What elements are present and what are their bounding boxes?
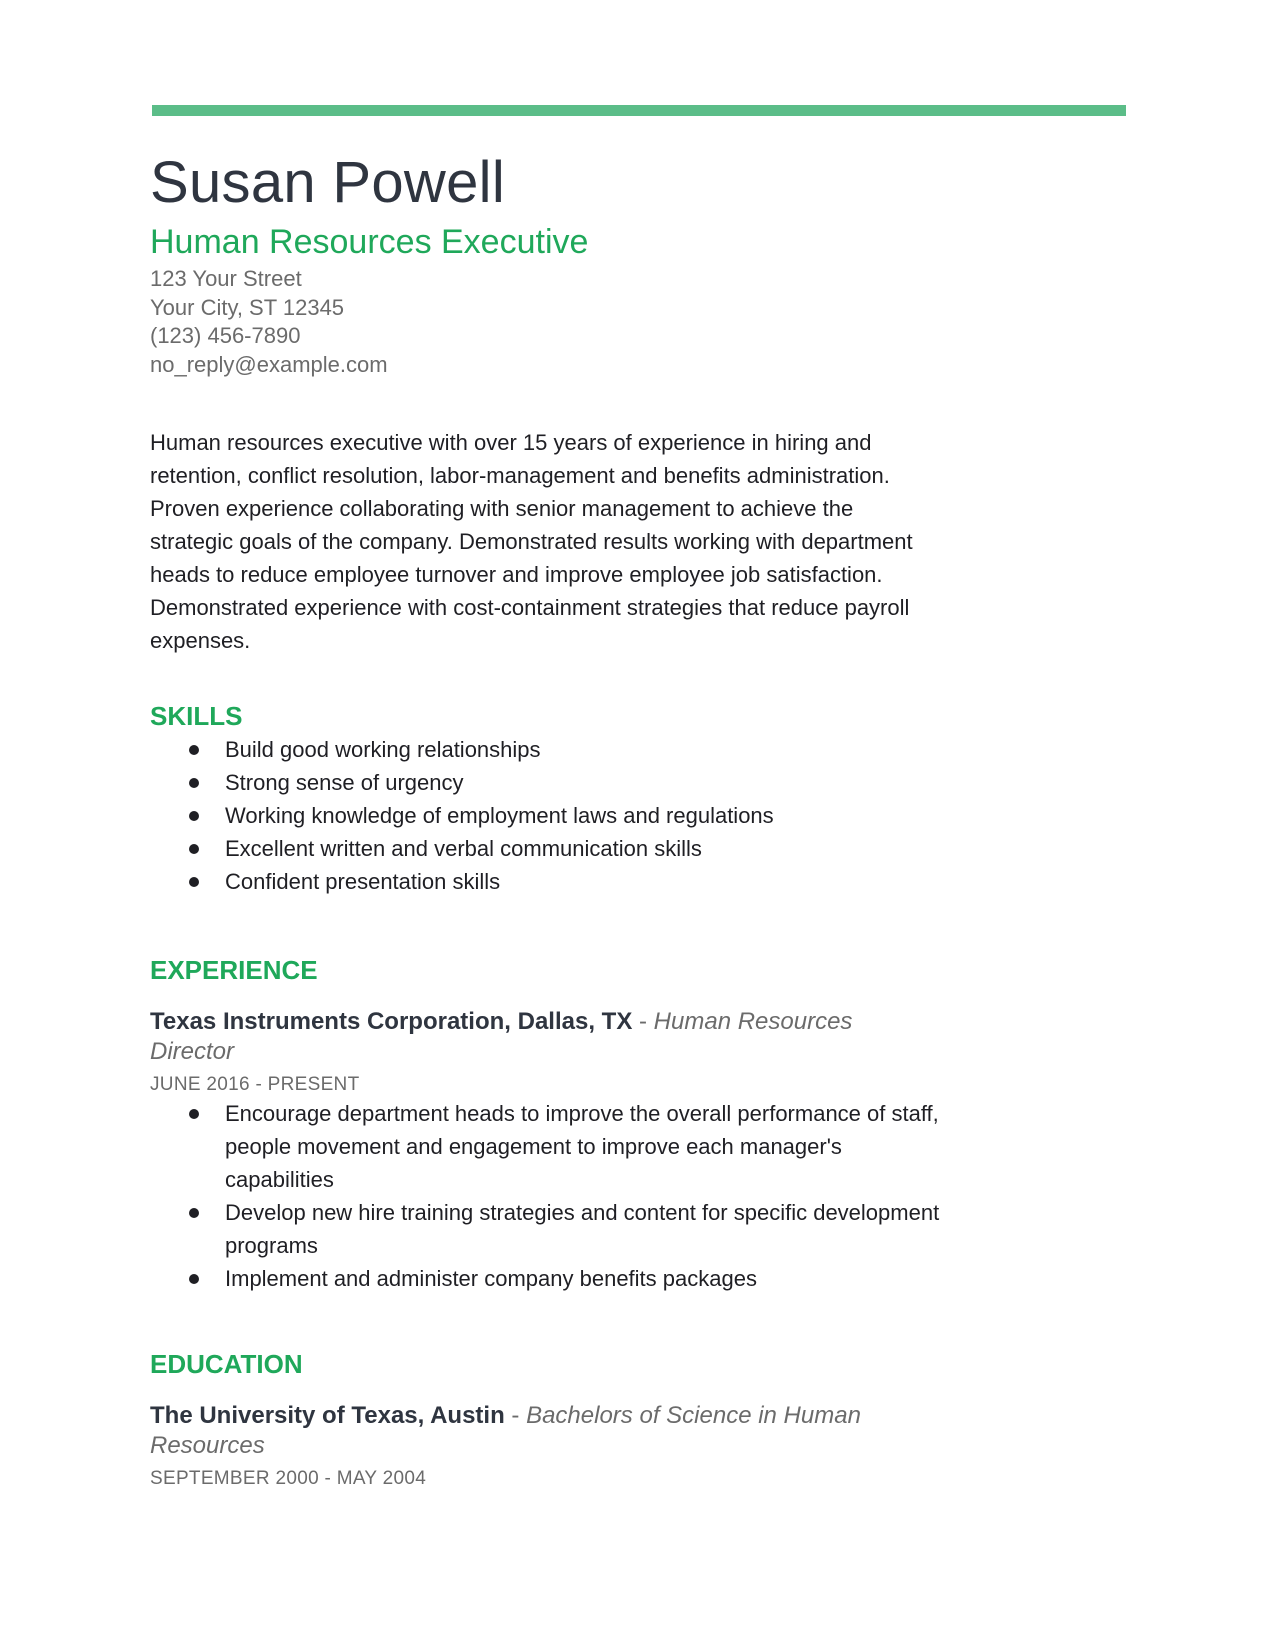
email-address: no_reply@example.com <box>150 351 388 377</box>
education-separator: - <box>504 1402 527 1429</box>
bullet-icon <box>189 877 199 887</box>
bullet-icon <box>189 1208 199 1218</box>
education-institution: The University of Texas, Austin <box>150 1402 505 1429</box>
professional-summary: Human resources executive with over 15 years of experience in hiring and retention, conflict resolution, labor-management and benefits administration. Proven experience collaborating with senior management to achieve the strategic goals of the company. Demonstrated results working with department heads to reduce employee turnover and improve employee job satisfaction. Demonstrated experience with cost-containment strategies that reduce payroll expenses. <box>150 430 913 653</box>
skill-item: Excellent written and verbal communication skills <box>150 832 940 865</box>
skill-item: Confident presentation skills <box>150 865 940 898</box>
job-responsibilities <box>150 1097 940 1295</box>
bullet-icon <box>189 1274 199 1284</box>
education-heading: EDUCATION <box>150 1349 303 1379</box>
skill-item: Working knowledge of employment laws and regulations <box>150 799 940 832</box>
bullet-icon <box>189 745 199 755</box>
job-position: Human Resources Director <box>150 1008 853 1065</box>
education-title-line <box>150 1401 940 1461</box>
bullet-icon <box>189 811 199 821</box>
job-dates: JUNE 2016 - PRESENT <box>150 1074 360 1095</box>
bullet-icon <box>189 844 199 854</box>
experience-heading: EXPERIENCE <box>150 955 318 985</box>
responsibility-item: Develop new hire training strategies and content for specific development programs <box>150 1196 940 1262</box>
skill-item: Build good working relationships <box>150 733 940 766</box>
education-degree: Bachelors of Science in Human Resources <box>150 1402 861 1459</box>
bullet-icon <box>189 778 199 788</box>
top-accent-bar <box>152 105 1126 116</box>
resume-body <box>150 146 940 1491</box>
responsibility-item: Implement and administer company benefits packages <box>150 1262 940 1295</box>
job-organization: Texas Instruments Corporation, Dallas, TX <box>150 1008 633 1035</box>
phone-number: (123) 456-7890 <box>150 323 301 348</box>
contact-block <box>150 265 940 379</box>
responsibility-item: Encourage department heads to improve the overall performance of staff, people movement and engagement to improve each manager's capabilities <box>150 1097 940 1196</box>
job-title-line <box>150 1007 940 1067</box>
education-dates: SEPTEMBER 2000 - MAY 2004 <box>150 1468 427 1489</box>
candidate-role: Human Resources Executive <box>150 223 589 261</box>
street-address: 123 Your Street <box>150 266 302 291</box>
job-separator: - <box>632 1008 654 1035</box>
city-state-zip: Your City, ST 12345 <box>150 294 345 320</box>
bullet-icon <box>189 1109 199 1119</box>
skills-list <box>150 733 940 898</box>
skill-item: Strong sense of urgency <box>150 766 940 799</box>
candidate-name: Susan Powell <box>150 150 506 215</box>
skills-heading: SKILLS <box>150 701 243 731</box>
